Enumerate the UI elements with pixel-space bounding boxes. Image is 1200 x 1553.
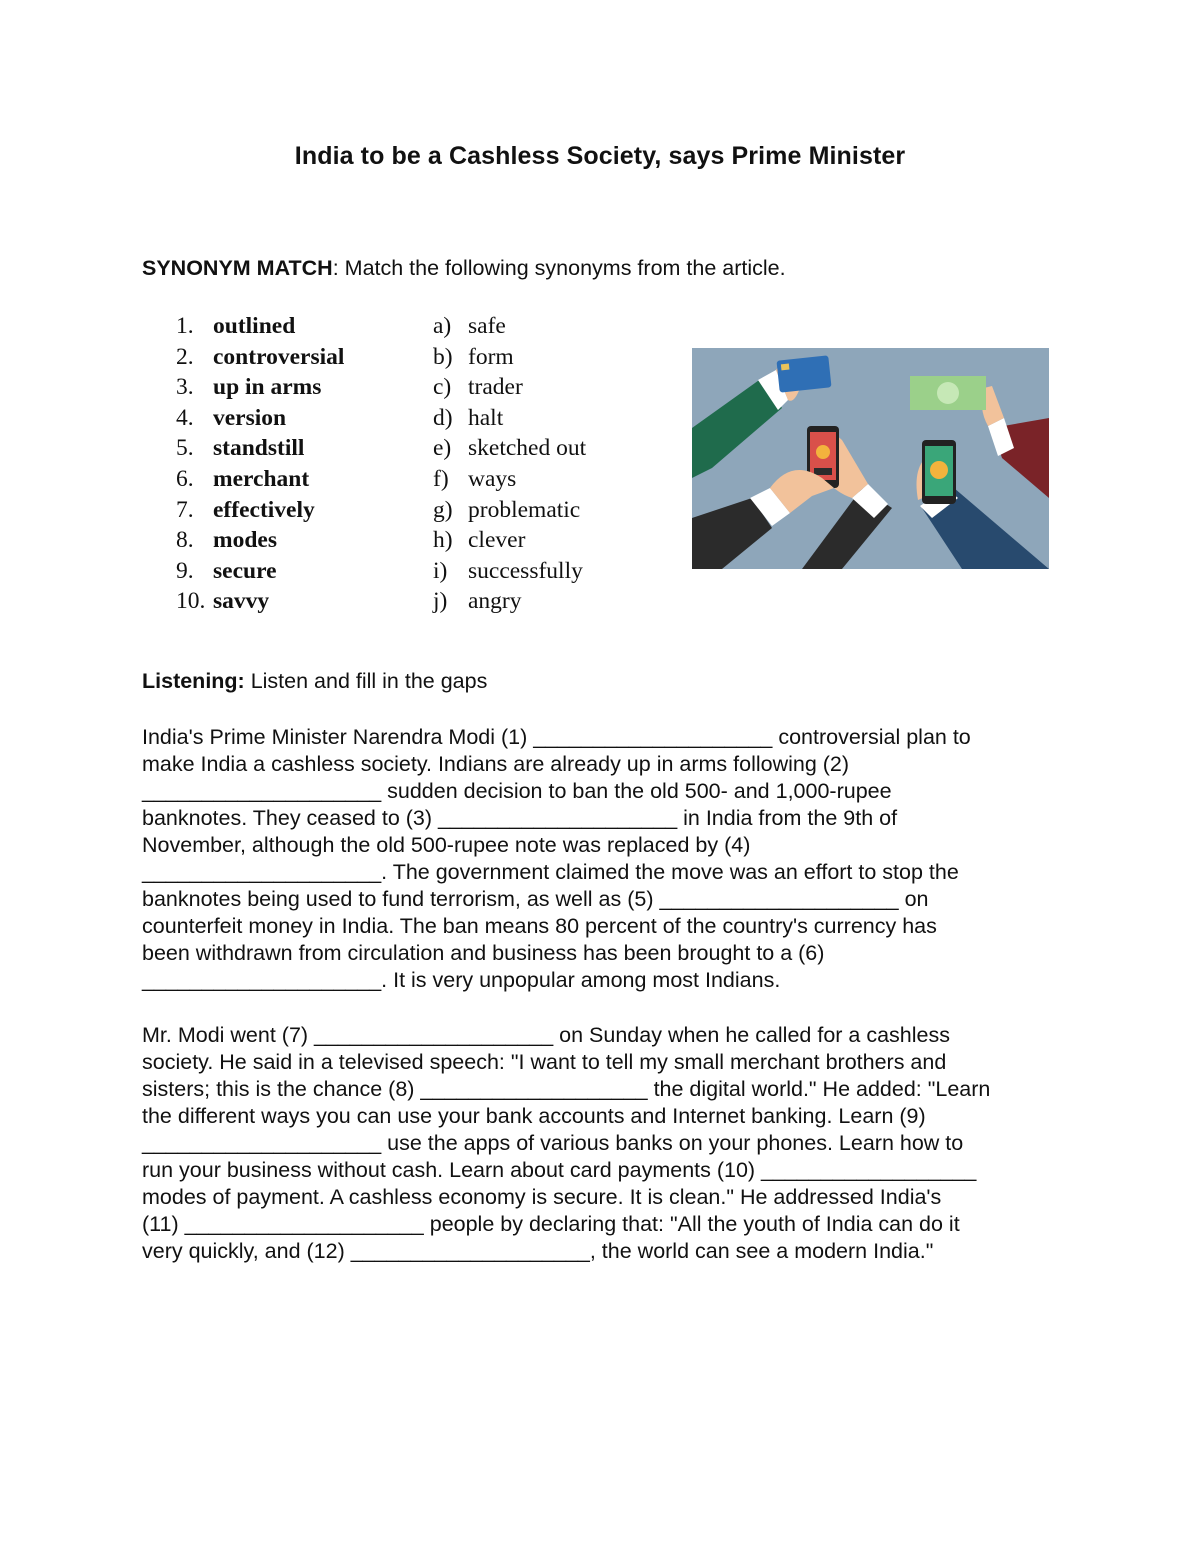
credit-card-icon bbox=[776, 355, 831, 392]
synonym-match-instruction: : Match the following synonyms from the article. bbox=[332, 256, 786, 280]
bitcoin-coin bbox=[816, 445, 830, 459]
match-word: secure bbox=[213, 557, 277, 584]
match-letter: a) bbox=[433, 313, 452, 339]
match-synonym: halt bbox=[468, 404, 504, 431]
match-synonym: safe bbox=[468, 313, 506, 339]
synonym-match-label: SYNONYM MATCH bbox=[142, 256, 333, 280]
text-line: modes of payment. A cashless economy is secure. It is clean." He addressed India's bbox=[142, 1185, 942, 1209]
card-chip bbox=[781, 364, 790, 371]
match-word: controversial bbox=[213, 343, 345, 370]
match-word: outlined bbox=[213, 313, 296, 339]
match-number: 2. bbox=[176, 343, 194, 370]
match-letter: h) bbox=[433, 527, 453, 554]
match-word: savvy bbox=[213, 588, 270, 615]
match-synonym: trader bbox=[468, 374, 523, 401]
match-synonym: ways bbox=[468, 465, 517, 492]
match-letter: j) bbox=[433, 588, 448, 615]
match-number: 6. bbox=[176, 465, 194, 492]
match-synonym: angry bbox=[468, 588, 522, 615]
text-line: been withdrawn from circulation and business has been brought to a (6) bbox=[142, 941, 825, 965]
match-word: merchant bbox=[213, 465, 310, 492]
text-line: run your business without cash. Learn about card payments (10) __________________ bbox=[142, 1158, 977, 1182]
coin-icon bbox=[930, 461, 948, 479]
match-word: effectively bbox=[213, 496, 315, 523]
match-number: 5. bbox=[176, 435, 194, 462]
text-line: the different ways you can use your bank accounts and Internet banking. Learn (9) bbox=[142, 1104, 926, 1128]
text-line: Mr. Modi went (7) ____________________ on Sunday when he called for a cashless bbox=[142, 1023, 950, 1047]
text-line: ____________________ use the apps of various banks on your phones. Learn how to bbox=[142, 1131, 964, 1155]
cashless-payment-illustration bbox=[692, 348, 1049, 569]
match-word: version bbox=[213, 404, 287, 431]
match-number: 10. bbox=[176, 588, 206, 615]
text-line: banknotes being used to fund terrorism, as well as (5) ____________________ on bbox=[142, 887, 929, 911]
text-line: ____________________ sudden decision to ban the old 500- and 1,000-rupee bbox=[142, 779, 892, 803]
gap-fill-paragraph-1 bbox=[142, 724, 1072, 994]
match-number: 9. bbox=[176, 557, 194, 584]
banknote-dollar-circle bbox=[937, 382, 959, 404]
match-word: up in arms bbox=[213, 374, 322, 401]
text-line: sisters; this is the chance (8) ___________________ the digital world." He added: "Learn bbox=[142, 1077, 991, 1101]
match-synonym: problematic bbox=[468, 496, 581, 523]
text-line: very quickly, and (12) ____________________, the world can see a modern India." bbox=[142, 1239, 934, 1263]
match-synonym: successfully bbox=[468, 557, 583, 584]
synonym-match-heading bbox=[142, 256, 786, 281]
match-letter: e) bbox=[433, 435, 452, 462]
match-letter: i) bbox=[433, 557, 448, 584]
match-letter: f) bbox=[433, 465, 449, 492]
text-line: India's Prime Minister Narendra Modi (1) ____________________ controversial plan to bbox=[142, 725, 971, 749]
match-number: 1. bbox=[176, 313, 194, 339]
text-line: (11) ____________________ people by declaring that: "All the youth of India can do it bbox=[142, 1212, 960, 1236]
text-line: ____________________. It is very unpopular among most Indians. bbox=[142, 968, 781, 992]
match-number: 7. bbox=[176, 496, 194, 523]
text-line: November, although the old 500-rupee note was replaced by (4) bbox=[142, 833, 751, 857]
match-number: 4. bbox=[176, 404, 194, 431]
text-line: banknotes. They ceased to (3) ____________________ in India from the 9th of bbox=[142, 806, 898, 830]
listening-label: Listening: bbox=[142, 669, 245, 693]
match-word: standstill bbox=[213, 435, 305, 462]
match-number: 3. bbox=[176, 374, 194, 401]
gap-fill-paragraph-2 bbox=[142, 1022, 1072, 1265]
match-letter: g) bbox=[433, 496, 453, 523]
match-synonym: sketched out bbox=[468, 435, 587, 462]
match-letter: b) bbox=[433, 343, 453, 370]
match-letter: d) bbox=[433, 404, 453, 431]
page-title: India to be a Cashless Society, says Prime Minister bbox=[294, 142, 906, 170]
match-word: modes bbox=[213, 527, 277, 554]
text-line: ____________________. The government claimed the move was an effort to stop the bbox=[142, 860, 959, 884]
text-line: make India a cashless society. Indians are already up in arms following (2) bbox=[142, 752, 850, 776]
match-synonym: clever bbox=[468, 527, 526, 554]
match-letter: c) bbox=[433, 374, 452, 401]
match-synonym: form bbox=[468, 343, 514, 370]
match-number: 8. bbox=[176, 527, 194, 554]
listening-instruction: Listen and fill in the gaps bbox=[244, 669, 488, 693]
text-line: society. He said in a televised speech: "I want to tell my small merchant brothers and bbox=[142, 1050, 947, 1074]
listening-heading bbox=[142, 669, 487, 694]
text-line: counterfeit money in India. The ban means 80 percent of the country's currency has bbox=[142, 914, 937, 938]
pay-button bbox=[814, 468, 832, 475]
